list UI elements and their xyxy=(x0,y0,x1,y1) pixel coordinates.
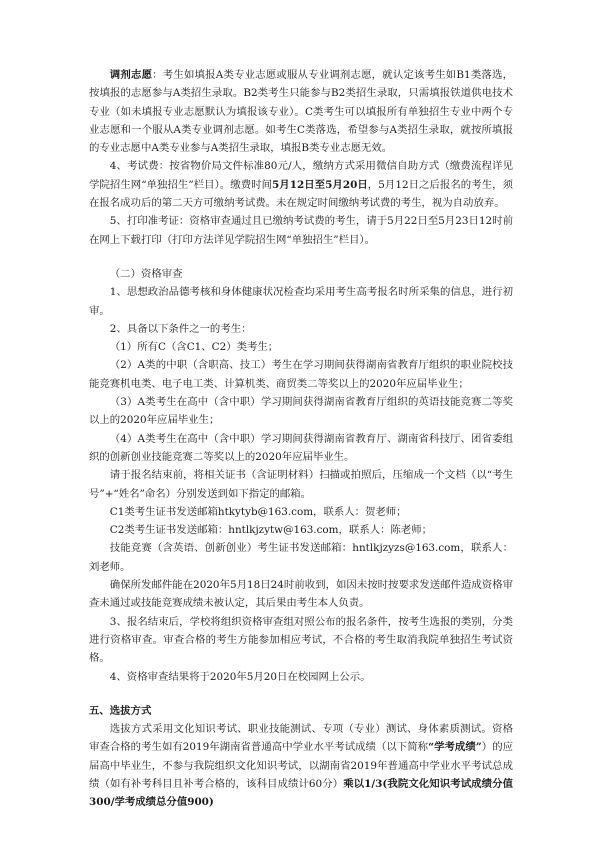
certificate-scan-instruction: 请于报名结束前，将相关证书（含证明材料）扫描或拍照后，压缩成一个文档（以“考生号”+“姓名”命名）分别发送到如下指定的邮箱。 xyxy=(89,469,513,500)
adjustment-wish-text: ：考生如填报A类专业志愿或服从专业调剂志愿，就认定该考生如B1类落选，按填报的志愿参与A类招生录取。B2类考生只能参与B2类招生录取，只需填报铁道供电技术专业（如未填报专业志愿默认为填报该专业）。C类考生可以填报所有单独招生专业中两个专业志愿和一个服从A类专业调剂志愿。如考生C类落选，希望参与A类招生录取，就按所填报的专业志愿中A类专业参与A类招生录取，填报B类专业志愿无效。 xyxy=(89,69,514,155)
qualification-sub-3: （3）A类考生在高中（含中职）学习期间获得湖南省教育厅组织的英语技能竞赛二等奖以上的2020年应届毕业生； xyxy=(89,396,513,427)
paragraph-adjustment-wish xyxy=(89,66,513,157)
exam-fee-dates: 5月12日至5月20日 xyxy=(272,178,368,191)
section-title-selection: 五、选拔方式 xyxy=(89,704,152,717)
section-title-qualification: （二）资格审查 xyxy=(109,267,183,280)
paragraph-admission-ticket: 5、打印准考证：资格审查通过且已缴纳考试费的考生，请于5月22日至5月23日12时前在网上下载打印（打印方法详见学院招生网“单独招生”栏目）。 xyxy=(89,215,513,246)
exam-fee-text-a: 4、考试费：按省物价局文件标准80元/人，缴纳方式采用微信自助方式（缴费流程详见学院招生网“单独招生”栏目）。缴费时间 xyxy=(89,160,513,191)
email-c1: C1类考生证书发送邮箱htkytyb@163.com，联系人：贺老师； xyxy=(109,505,407,518)
qualification-sub-1: （1）所有C（含C1、C2）类考生； xyxy=(109,341,279,354)
qualification-item-4: 4、资格审查结果将于2020年5月20日在校园网上公示。 xyxy=(109,670,371,683)
email-skill-competition: 技能竞赛（含英语、创新创业）考生证书发送邮箱：hntlkjzyzs@163.com，联系人：刘老师。 xyxy=(89,542,513,573)
term-adjustment-wish: 调剂志愿 xyxy=(109,69,153,81)
email-c2: C2类考生证书发送邮箱：hntlkjzytw@163.com，联系人：陈老师； xyxy=(109,524,433,537)
qualification-sub-2: （2）A类的中职（含职高、技工）考生在学习期间获得湖南省教育厅组织的职业院校技能竞赛机电类、电子电工类、计算机类、商贸类二等奖以上的2020年应届毕业生； xyxy=(89,359,513,390)
selection-text-a: 选拔方式采用文化知识考试、职业技能测试、专项（专业）测试、身体素质测试。资格审查合格的考生如有2019年湖南省普通高中学业水平考试成绩（以下简称 xyxy=(89,723,513,754)
qualification-item-3: 3、报名结束后，学校将组织资格审查组对照公布的报名条件，按考生选报的类别，分类进行资格审查。审查合格的考生方能参加相应考试，不合格的考生取消我院单独招生考试资格。 xyxy=(89,615,513,665)
paragraph-exam-fee xyxy=(89,157,513,212)
exam-fee-text-b: ，5月12日之后报名的考生，须在报名成功后的第二天方可缴纳考试费。未在规定时间缴纳考试费的考生，视为自动放弃。 xyxy=(89,178,513,210)
qualification-sub-4: （4）A类考生在高中（含中职）学习期间获得湖南省教育厅、湖南省科技厅、团省委组织的创新创业技能竞赛二等奖以上的2020年应届毕业生。 xyxy=(89,432,513,463)
selection-text-b: ）的应届高中毕业生，不参与我院组织文化知识考试，以湖南省2019年普通高中学业水平考试总成绩（如有补考科目且补考合格的，该科目成绩计60分） xyxy=(89,741,514,790)
selection-bold-term: “学考成绩” xyxy=(428,741,482,754)
paragraph-selection-method xyxy=(89,720,513,811)
email-deadline-notice: 确保所发邮件能在2020年5月18日24时前收到，如因未按时按要求发送邮件造成资格审查未通过或技能竞赛成绩未被认定，其后果由考生本人负责。 xyxy=(89,579,513,610)
selection-bold-formula: 乘以1/3(我院文化知识考试成绩分值300/学考成绩总分值900) xyxy=(89,777,513,809)
document-page xyxy=(89,66,513,812)
qualification-item-1: 1、思想政治品德考核和身体健康状况检查均采用考生高考报名时所采集的信息，进行初审。 xyxy=(89,286,513,317)
qualification-item-2: 2、具备以下条件之一的考生： xyxy=(109,322,252,335)
